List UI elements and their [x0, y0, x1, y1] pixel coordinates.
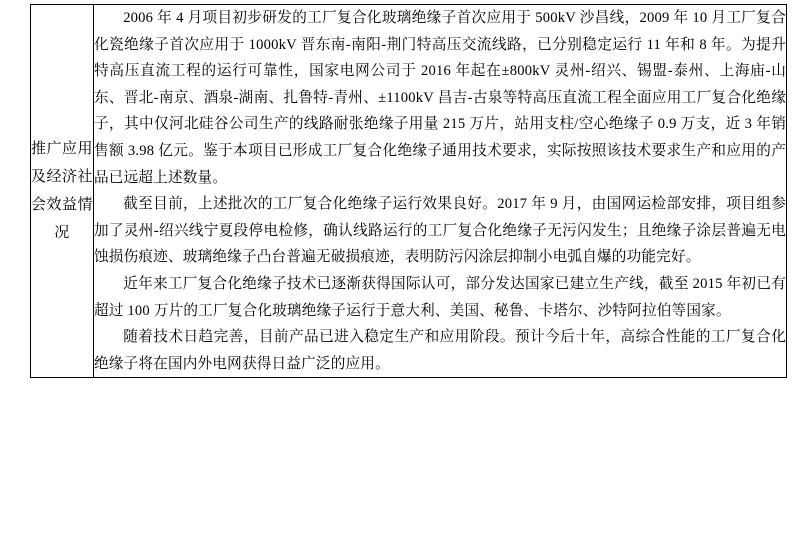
doc-table: [30, 4, 787, 378]
row-label-line-1: 推广应用: [31, 141, 94, 158]
row-label-line-3: 会效益情: [31, 197, 94, 214]
row-label-cell: [31, 5, 94, 378]
paragraph-3: 近年来工厂复合化绝缘子技术已逐渐获得国际认可，部分发达国家已建立生产线，截至 2015 年初已有超过 100 万片的工厂复合化玻璃绝缘子运行于意大利、美国、秘鲁、卡塔尔、沙特阿拉伯等国家。: [94, 275, 786, 319]
row-label-line-2: 及经济社: [31, 169, 94, 186]
row-label-line-4: 况: [54, 225, 70, 242]
paragraph-2: 截至目前，上述批次的工厂复合化绝缘子运行效果良好。2017 年 9 月，由国网运检部安排，项目组参加了灵州-绍兴线宁夏段停电检修，确认线路运行的工厂复合化绝缘子无污闪发生；且绝缘子涂层普遍无电蚀损伤痕迹、玻璃绝缘子凸台普遍无破损痕迹，表明防污闪涂层抑制小电弧自爆的功能完好。: [94, 196, 786, 266]
paragraph-4: 随着技术日趋完善，目前产品已进入稳定生产和应用阶段。预计今后十年，高综合性能的工厂复合化绝缘子将在国内外电网获得日益广泛的应用。: [94, 329, 786, 372]
document-page: [0, 4, 800, 546]
row-content-cell: [94, 5, 787, 378]
paragraph-1: 2006 年 4 月项目初步研发的工厂复合化玻璃绝缘子首次应用于 500kV 沙昌线，2009 年 10 月工厂复合化瓷绝缘子首次应用于 1000kV 晋东南-南阳-荆门特高压交流线路，已分别稳定运行 11 年和 8 年。为提升特高压直流工程的运行可靠性，国家电网公司于 2016 年起在±800kV 灵州-绍兴、锡盟-泰州、上海庙-山东、晋北-南京、酒泉-湖南、扎鲁特-青州、±1100kV 昌吉-古泉等特高压直流工程全面应用工厂复合化绝缘子，其中仅河北硅谷公司生产的线路耐张绝缘子用量 215 万片，站用支柱/空心绝缘子 0.9 万支，近 3 年销售额 3.98 亿元。鉴于本项目已形成工厂复合化绝缘子通用技术要求，实际按照该技术要求生产和应用的产品已远超上述数量。: [94, 10, 786, 186]
table-row: [31, 5, 787, 378]
